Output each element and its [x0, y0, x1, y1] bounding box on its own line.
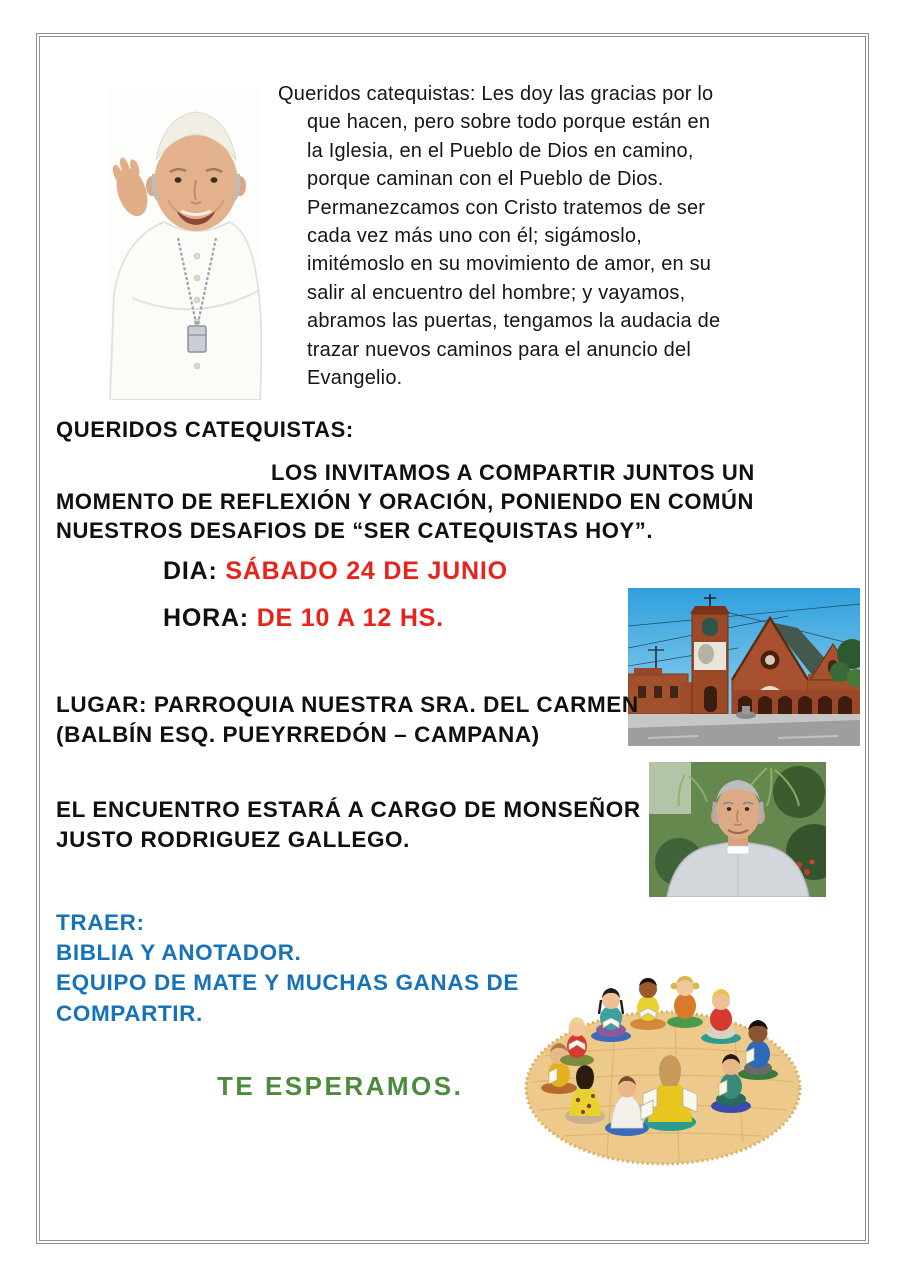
reading-circle-illustration: [515, 956, 805, 1196]
priest-illustration: [649, 762, 826, 897]
time-label: HORA:: [163, 604, 257, 632]
quote-line: salir al encuentro del hombre; y vayamos,: [307, 281, 686, 304]
bring-list: [56, 908, 519, 1029]
bring-line: EQUIPO DE MATE Y MUCHAS GANAS DE: [56, 970, 520, 996]
quote-line: imitémoslo en su movimiento de amor, en su: [307, 253, 712, 276]
event-time: [163, 604, 444, 633]
church-illustration: [628, 588, 860, 746]
reading-circle-image: [515, 956, 805, 1196]
day-label: DIA:: [163, 557, 226, 585]
quote-line: la Iglesia, en el Pueblo de Dios en camino,: [307, 139, 694, 162]
pope-quote: [278, 80, 778, 392]
quote-line: cada vez más uno con él; sigámoslo,: [307, 225, 642, 248]
church-photo: [628, 588, 860, 746]
quote-line: Permanezcamos con Cristo tratemos de ser: [307, 196, 706, 219]
invitation-line: MOMENTO DE REFLEXIÓN Y ORACIÓN, PONIENDO EN COMÚN: [56, 489, 755, 514]
quote-line: Evangelio.: [307, 367, 403, 390]
bring-line: COMPARTIR.: [56, 1000, 203, 1026]
page-title: QUERIDOS CATEQUISTAS:: [56, 417, 354, 442]
quote-line: trazar nuevos caminos para el anuncio del: [307, 338, 691, 361]
invitation-text: [56, 458, 755, 545]
quote-line: que hacen, pero sobre todo porque están en: [307, 111, 711, 134]
time-value: DE 10 A 12 HS.: [256, 604, 444, 632]
speaker-line: EL ENCUENTRO ESTARÁ A CARGO DE MONSEÑOR: [56, 797, 641, 822]
location-line: LUGAR: PARROQUIA NUESTRA SRA. DEL CARMEN: [56, 692, 639, 717]
priest-photo: [649, 762, 826, 897]
quote-line: abramos las puertas, tengamos la audacia de: [307, 310, 721, 333]
closing-text: TE ESPERAMOS.: [217, 1071, 464, 1101]
day-value: SÁBADO 24 DE JUNIO: [225, 557, 508, 585]
speaker-text: [56, 795, 641, 854]
pope-photo: [106, 88, 262, 400]
event-day: [163, 557, 508, 586]
invitation-line: LOS INVITAMOS A COMPARTIR JUNTOS UN: [271, 460, 755, 485]
speaker-line: JUSTO RODRIGUEZ GALLEGO.: [56, 826, 411, 852]
location-line: (BALBÍN ESQ. PUEYRREDÓN – CAMPANA): [56, 722, 540, 747]
invitation-line: NUESTROS DESAFIOS DE “SER CATEQUISTAS HOY”.: [56, 518, 654, 543]
quote-line: Queridos catequistas: Les doy las gracias por lo: [278, 83, 714, 105]
pope-francis-illustration: [106, 88, 262, 400]
bring-line: TRAER:: [56, 910, 145, 935]
bring-line: BIBLIA Y ANOTADOR.: [56, 940, 302, 966]
location-text: [56, 690, 639, 750]
quote-line: porque caminan con el Pueblo de Dios.: [307, 168, 664, 191]
